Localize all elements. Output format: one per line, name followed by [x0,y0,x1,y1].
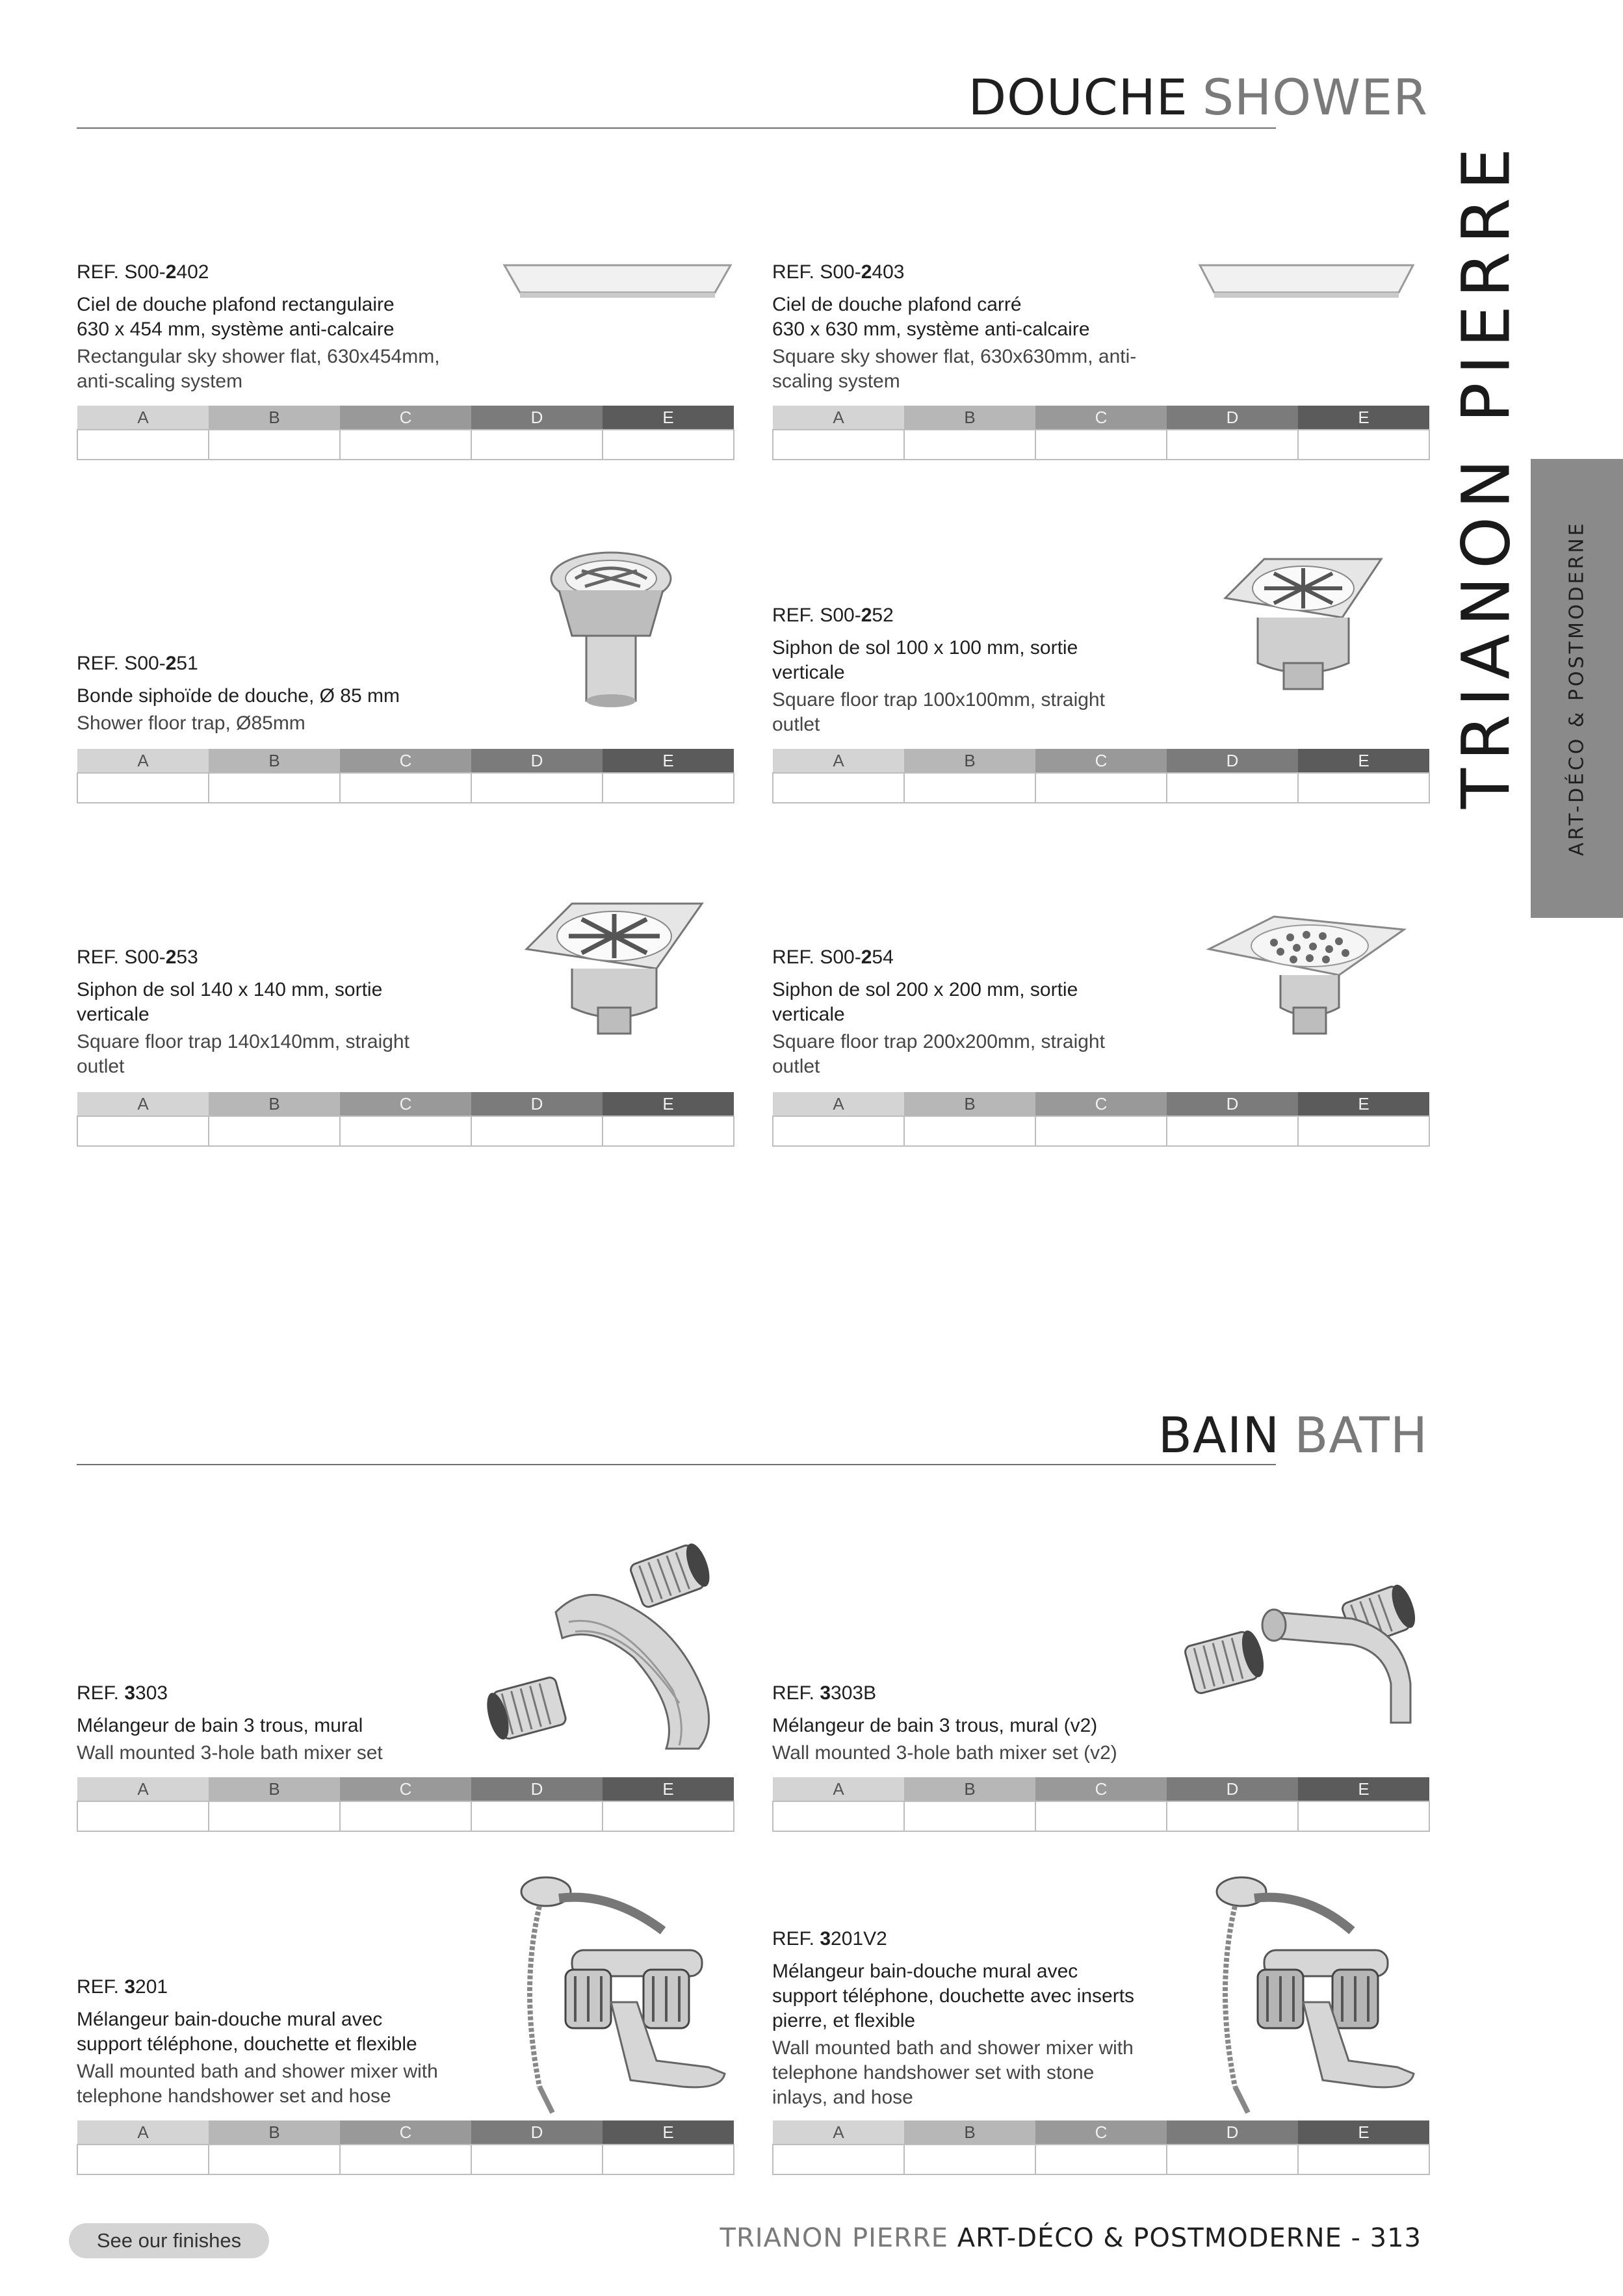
product-description-fr: Bonde siphoïde de douche, Ø 85 mm [77,685,400,707]
finish-header-d: D [471,749,603,773]
finish-table [772,1092,1430,1147]
finish-cell-a[interactable] [77,2145,209,2174]
finish-cell-d[interactable] [471,773,603,803]
finish-table [77,2120,734,2175]
finish-cell-e[interactable] [1298,1116,1429,1146]
finish-cell-c[interactable] [340,430,471,460]
finish-cell-b[interactable] [209,1116,340,1146]
bath-shower-mixer-stone-icon [1209,1872,1423,2119]
finish-header-a: A [77,2120,209,2145]
product-description-fr: Siphon de sol 100 x 100 mm, sortie verticale [772,637,1078,683]
finish-header-e: E [603,749,734,773]
finish-cell-c[interactable] [340,773,471,803]
finish-cell-b[interactable] [209,1801,340,1831]
finish-cell-c[interactable] [340,2145,471,2174]
finish-header-e: E [1298,2120,1429,2145]
finish-header-a: A [77,1777,209,1801]
finish-cell-c[interactable] [1035,1801,1167,1831]
finish-header-a: A [773,1092,904,1116]
finish-cell-e[interactable] [603,1801,734,1831]
finish-header-c: C [340,406,471,430]
product-description-fr: Mélangeur de bain 3 trous, mural [77,1715,363,1736]
product-description-en: Rectangular sky shower flat, 630x454mm, anti-scaling system [77,346,440,392]
side-brand: TRIANON PIERRE [1448,140,1526,809]
finish-cell-b[interactable] [904,1116,1035,1146]
product-description-fr: Ciel de douche plafond rectangulaire 630 x 454 mm, système anti-calcaire [77,294,395,340]
finish-header-e: E [1298,1092,1429,1116]
finish-header-c: C [340,1092,471,1116]
finish-table [77,749,734,803]
finish-header-b: B [904,1777,1035,1801]
finish-header-b: B [209,1777,340,1801]
finish-header-d: D [1167,406,1298,430]
finish-cell-b[interactable] [904,773,1035,803]
finish-cell-b[interactable] [209,2145,340,2174]
product-ref: REF. S00-2403 [772,261,905,283]
finish-header-e: E [603,2120,734,2145]
product-ref: REF. S00-252 [772,605,894,626]
see-our-finishes-button[interactable]: See our finishes [69,2223,269,2258]
product-ref: REF. S00-251 [77,653,198,674]
product-description-en: Shower floor trap, Ø85mm [77,712,305,734]
finish-cell-d[interactable] [471,430,603,460]
finish-header-b: B [209,2120,340,2145]
finish-header-c: C [340,749,471,773]
finish-cell-e[interactable] [1298,430,1429,460]
finish-cell-b[interactable] [209,430,340,460]
finish-header-d: D [1167,1777,1298,1801]
finish-header-d: D [1167,1092,1298,1116]
finish-header-c: C [1035,2120,1167,2145]
footer-page-label: TRIANON PIERRE ART-DÉCO & POSTMODERNE - 313 [720,2223,1422,2253]
shower-section-title: DOUCHE SHOWER [968,68,1428,126]
product-description-fr: Siphon de sol 140 x 140 mm, sortie verticale [77,979,383,1025]
finish-cell-a[interactable] [77,430,209,460]
rectangular-sky-shower-icon [500,260,734,306]
finish-cell-d[interactable] [1167,773,1298,803]
finish-cell-c[interactable] [1035,1116,1167,1146]
finish-header-a: A [773,1777,904,1801]
finish-header-a: A [773,749,904,773]
finish-table [77,406,734,460]
square-floor-trap-200-icon [1202,910,1410,1040]
finish-cell-e[interactable] [1298,773,1429,803]
shower-floor-trap-icon [546,545,676,714]
finish-cell-a[interactable] [77,773,209,803]
product-ref: REF. 3303 [77,1682,168,1704]
finish-header-c: C [340,1777,471,1801]
shower-section-rule [77,127,1276,129]
finish-table [772,406,1430,460]
finish-cell-b[interactable] [904,430,1035,460]
product-description-en: Square floor trap 200x200mm, straight outlet [772,1031,1105,1077]
bath-shower-mixer-icon [513,1872,738,2119]
finish-table [77,1777,734,1832]
finish-header-e: E [603,1092,734,1116]
finish-header-e: E [1298,1777,1429,1801]
finish-table [772,1777,1430,1832]
finish-header-b: B [904,406,1035,430]
product-ref: REF. 3303B [772,1682,877,1704]
finish-header-a: A [77,1092,209,1116]
finish-header-d: D [1167,2120,1298,2145]
finish-header-e: E [603,1777,734,1801]
finish-cell-c[interactable] [340,1116,471,1146]
finish-cell-d[interactable] [471,1801,603,1831]
finish-cell-a[interactable] [773,773,904,803]
product-description-en: Wall mounted bath and shower mixer with telephone handshower set with stone inlays, and hose [772,2037,1134,2108]
finish-cell-e[interactable] [603,430,734,460]
finish-cell-d[interactable] [1167,1801,1298,1831]
finish-cell-b[interactable] [904,2145,1035,2174]
finish-header-d: D [471,1777,603,1801]
finish-cell-e[interactable] [603,773,734,803]
finish-header-a: A [773,2120,904,2145]
product-description-en: Wall mounted 3-hole bath mixer set [77,1742,383,1764]
square-sky-shower-icon [1196,260,1417,306]
finish-cell-c[interactable] [1035,773,1167,803]
finish-header-c: C [1035,1092,1167,1116]
finish-cell-d[interactable] [471,1116,603,1146]
bath-section-title: BAIN BATH [1158,1406,1428,1464]
finish-cell-d[interactable] [471,2145,603,2174]
finish-cell-e[interactable] [1298,2145,1429,2174]
finish-cell-a[interactable] [773,2145,904,2174]
product-ref: REF. 3201V2 [772,1928,887,1950]
product-description-fr: Mélangeur bain-douche mural avec support téléphone, douchette avec inserts pierre, et flexible [772,1961,1135,2031]
finish-header-b: B [904,1092,1035,1116]
finish-header-c: C [1035,749,1167,773]
finish-cell-a[interactable] [773,1801,904,1831]
finish-cell-c[interactable] [1035,2145,1167,2174]
finish-cell-a[interactable] [773,430,904,460]
finish-header-c: C [1035,406,1167,430]
finish-header-b: B [904,749,1035,773]
finish-header-d: D [1167,749,1298,773]
finish-header-b: B [904,2120,1035,2145]
finish-cell-c[interactable] [340,1801,471,1831]
finish-cell-d[interactable] [1167,1116,1298,1146]
finish-header-c: C [1035,1777,1167,1801]
finish-cell-e[interactable] [603,2145,734,2174]
finish-header-e: E [603,406,734,430]
finish-cell-e[interactable] [603,1116,734,1146]
finish-header-b: B [209,406,340,430]
finish-header-c: C [340,2120,471,2145]
bath-mixer-3-hole-v2-icon [1183,1573,1430,1736]
product-description-en: Square floor trap 100x100mm, straight outlet [772,689,1105,735]
finish-cell-d[interactable] [1167,2145,1298,2174]
finish-cell-b[interactable] [209,773,340,803]
finish-header-b: B [209,1092,340,1116]
finish-cell-a[interactable] [773,1116,904,1146]
product-description-en: Wall mounted bath and shower mixer with telephone handshower set and hose [77,2061,438,2107]
finish-header-d: D [471,2120,603,2145]
bath-mixer-3-hole-icon [484,1528,738,1781]
square-floor-trap-100-icon [1219,553,1388,696]
product-ref: REF. 3201 [77,1976,168,1998]
finish-cell-b[interactable] [904,1801,1035,1831]
product-ref: REF. S00-253 [77,946,198,968]
product-description-fr: Mélangeur bain-douche mural avec support téléphone, douchette et flexible [77,2009,417,2055]
finish-table [77,1092,734,1147]
product-description-en: Square sky shower flat, 630x630mm, anti- scaling system [772,346,1137,392]
product-description-en: Wall mounted 3-hole bath mixer set (v2) [772,1742,1117,1764]
product-description-fr: Mélangeur de bain 3 trous, mural (v2) [772,1715,1098,1736]
finish-header-e: E [1298,749,1429,773]
finish-header-b: B [209,749,340,773]
finish-cell-e[interactable] [1298,1801,1429,1831]
square-floor-trap-140-icon [520,897,708,1040]
product-description-fr: Ciel de douche plafond carré 630 x 630 mm, système anti-calcaire [772,294,1090,340]
product-description-fr: Siphon de sol 200 x 200 mm, sortie verticale [772,979,1078,1025]
finish-header-a: A [77,406,209,430]
finish-cell-c[interactable] [1035,430,1167,460]
finish-cell-a[interactable] [77,1116,209,1146]
product-description-en: Square floor trap 140x140mm, straight outlet [77,1031,409,1077]
product-ref: REF. S00-2402 [77,261,209,283]
bath-section-rule [77,1464,1276,1465]
side-collection-tab[interactable]: ART-DÉCO & POSTMODERNE [1531,459,1623,918]
finish-header-e: E [1298,406,1429,430]
finish-header-a: A [773,406,904,430]
product-ref: REF. S00-254 [772,946,894,968]
finish-table [772,749,1430,803]
finish-cell-d[interactable] [1167,430,1298,460]
finish-table [772,2120,1430,2175]
finish-header-d: D [471,1092,603,1116]
finish-cell-a[interactable] [77,1801,209,1831]
finish-header-a: A [77,749,209,773]
finish-header-d: D [471,406,603,430]
